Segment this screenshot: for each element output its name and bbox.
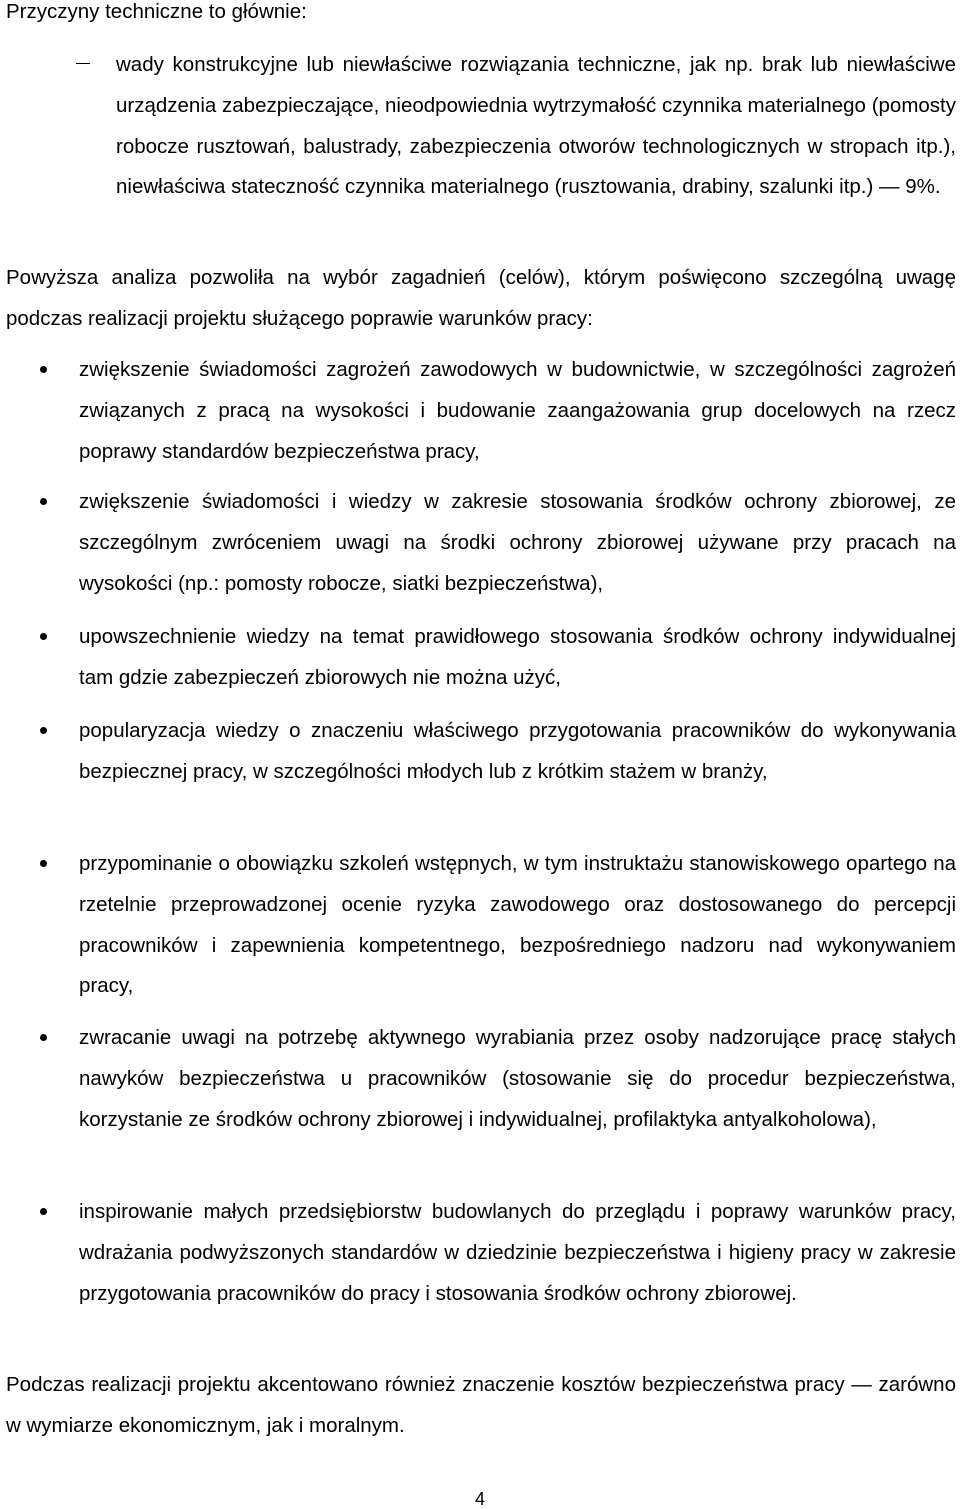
paragraph-analysis: Powyższa analiza pozwoliła na wybór zagadnień (celów), którym poświęcono szczególną uwagę podczas realizacji projektu służącego poprawie warunków pracy:	[6, 266, 956, 330]
bullet-dot-icon	[40, 633, 47, 640]
list-item: przypominanie o obowiązku szkoleń wstępnych, w tym instruktażu stanowiskowego opartego na rzetelnie przeprowadzonej ocenie ryzyka zawodowego oraz dostosowanego do percepcji pracowników i zapewnienia kompetentnego, bezpośredniego nadzoru nad wykonywaniem pracy,	[79, 852, 956, 998]
bullet-dot-icon	[40, 1034, 47, 1041]
bullet-dot-icon	[40, 727, 47, 734]
bullet-dot-icon	[40, 860, 47, 867]
list-item: zwracanie uwagi na potrzebę aktywnego wyrabiania przez osoby nadzorujące pracę stałych nawyków bezpieczeństwa u pracowników (stosowanie się do procedur bezpieczeństwa, korzystanie ze środków ochrony zbiorowej i indywidualnej, profilaktyka antyalkoholowa),	[79, 1026, 956, 1131]
paragraph-costs: Podczas realizacji projektu akcentowano również znaczenie kosztów bezpieczeństwa pracy — zarówno w wymiarze ekonomicznym, jak i moralnym.	[6, 1373, 956, 1437]
bullet-dot-icon	[40, 498, 47, 505]
bullet-dot-icon	[40, 1208, 47, 1215]
list-item: zwiększenie świadomości zagrożeń zawodowych w budownictwie, w szczególności zagrożeń związanych z pracą na wysokości i budowanie zaangażowania grup docelowych na rzecz poprawy standardów bezpieczeństwa pracy,	[79, 358, 956, 463]
list-item: inspirowanie małych przedsiębiorstw budowlanych do przeglądu i poprawy warunków pracy, wdrażania podwyższonych standardów w dziedzinie bezpieczeństwa i higieny pracy w zakresie przygotowania pracowników do pracy i stosowania środków ochrony zbiorowej.	[79, 1200, 956, 1305]
list-item: popularyzacja wiedzy o znaczeniu właściwego przygotowania pracowników do wykonywania bezpiecznej pracy, w szczególności młodych lub z krótkim stażem w branży,	[79, 719, 956, 783]
bullet-dot-icon	[40, 366, 47, 373]
dash-list-item: wady konstrukcyjne lub niewłaściwe rozwiązania techniczne, jak np. brak lub niewłaściwe urządzenia zabezpieczające, nieodpowiednia wytrzymałość czynnika materialnego (pomosty robocze rusztowań, balustrady, zabezpieczenia otworów technologicznych w stropach itp.), niewłaściwa stateczność czynnika materialnego (rusztowania, drabiny, szalunki itp.) — 9%.	[116, 53, 956, 199]
list-item: upowszechnienie wiedzy na temat prawidłowego stosowania środków ochrony indywidualnej tam gdzie zabezpieczeń zbiorowych nie można użyć,	[79, 625, 956, 689]
list-item: zwiększenie świadomości i wiedzy w zakresie stosowania środków ochrony zbiorowej, ze szczególnym zwróceniem uwagi na środki ochrony zbiorowej używane przy pracach na wysokości (np.: pomosty robocze, siatki bezpieczeństwa),	[79, 490, 956, 595]
dash-bullet-icon	[76, 63, 90, 64]
page-number: 4	[474, 1489, 485, 1509]
intro-line: Przyczyny techniczne to głównie:	[6, 0, 307, 23]
